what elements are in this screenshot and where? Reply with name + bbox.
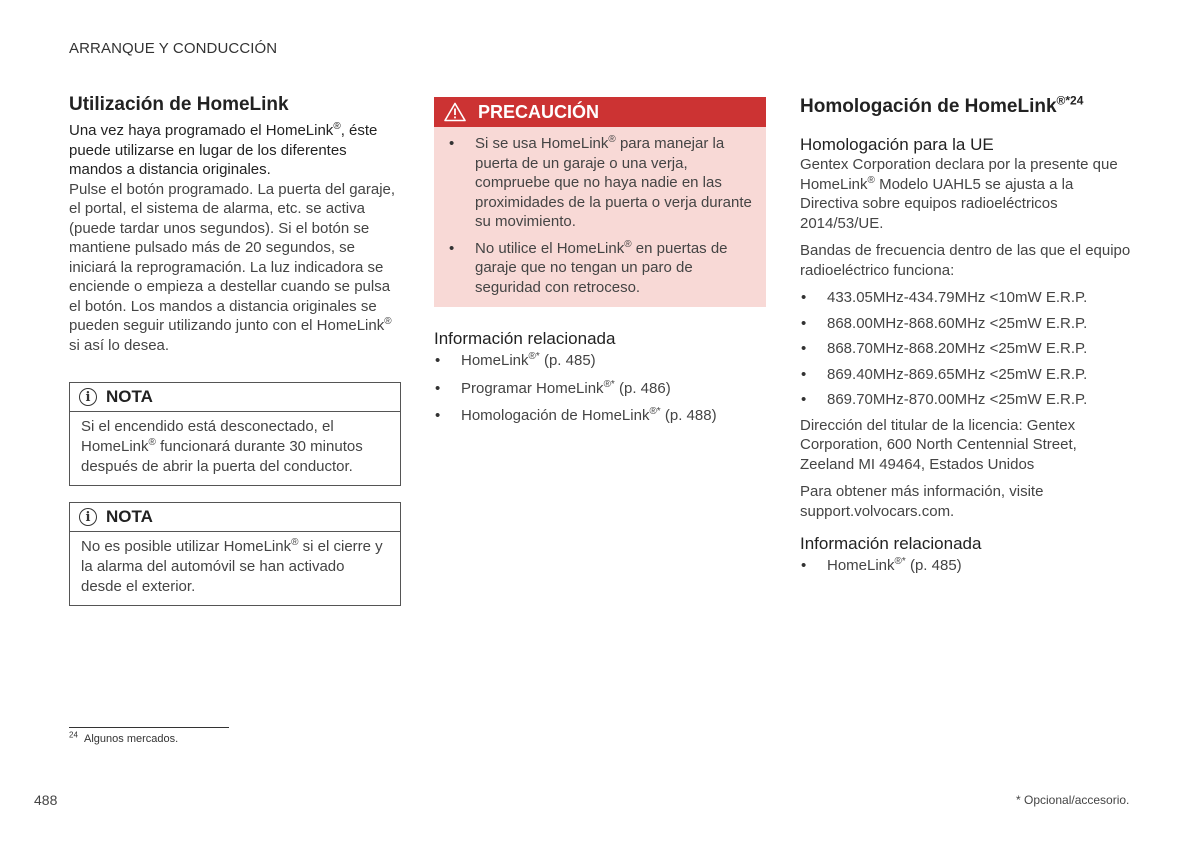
more-info: Para obtener más información, visite support.volvocars.com. bbox=[800, 483, 1044, 520]
info-icon: i bbox=[79, 388, 97, 406]
column-caution bbox=[434, 97, 766, 426]
license-address: Dirección del titular de la licencia: Gentex Corporation, 600 North Centennial Street, Zeeland MI 49464, Estados Unidos bbox=[800, 416, 1077, 473]
eu-text: Gentex Corporation declara por la presente que HomeLink® Modelo UAHL5 se ajusta a la Directiva sobre equipos radioeléctricos 2014/53/UE. bbox=[800, 156, 1118, 232]
note-text: No es posible utilizar HomeLink® si el cierre y la alarma del automóvil se han activado desde el exterior. bbox=[81, 537, 383, 595]
related-link-program[interactable]: • Programar HomeLink®* (p. 486) bbox=[435, 378, 671, 397]
bullet: • bbox=[801, 314, 807, 332]
usage-body: Pulse el botón programado. La puerta del garaje, el portal, el sistema de alarma, etc. se activa (puede tardar unos segundos). Si el botón se mantiene pulsado más de 20 segundos, se iniciará la reprogramación. La luz indicadora se enciende o empieza a destellar cuando se pulsa el botón. Los mandos a distancia originales se pueden seguir utilizando junto con el HomeLink® si así lo desea. bbox=[69, 180, 396, 354]
band-item: • 869.40MHz-869.65MHz <25mW E.R.P. bbox=[801, 365, 1088, 383]
bullet: • bbox=[435, 379, 441, 397]
caution-title: PRECAUCIÓN bbox=[478, 101, 600, 122]
note-title: NOTA bbox=[106, 387, 153, 406]
note-header bbox=[70, 383, 400, 412]
caution-item: • No utilice el HomeLink® en puertas de garaje que no tengan un paro de seguridad con retroceso. bbox=[449, 238, 728, 296]
homologation-title: Homologación de HomeLink$^{®*24}$ bbox=[800, 93, 1084, 117]
bullet: • bbox=[801, 340, 807, 357]
eu-title: Homologación para la UE bbox=[800, 135, 994, 154]
bullet: • bbox=[449, 239, 455, 257]
bullet: • bbox=[801, 391, 807, 408]
related-link-homelink[interactable]: • HomeLink®* (p. 485) bbox=[435, 351, 596, 369]
caution-box bbox=[434, 97, 766, 307]
frequency-bands-list bbox=[800, 288, 1132, 410]
note-text: Si el encendido está desconectado, el HomeLink® funcionará durante 30 minutos después de abrir la puerta del conductor. bbox=[81, 418, 363, 475]
bands-intro: Bandas de frecuencia dentro de las que el equipo radioeléctrico funciona: bbox=[800, 242, 1131, 279]
related-links-list bbox=[800, 556, 1132, 576]
related-info-title: Información relacionada bbox=[434, 329, 616, 348]
bullet: • bbox=[801, 365, 807, 383]
related-links-list bbox=[434, 351, 766, 426]
usage-title: Utilización de HomeLink bbox=[69, 94, 289, 115]
caution-body bbox=[434, 127, 766, 307]
related-link-homologation[interactable]: • Homologación de HomeLink®* (p. 488) bbox=[435, 406, 717, 424]
column-homologation bbox=[800, 93, 1132, 576]
caution-item: • Si se usa HomeLink® para manejar la puerta de un garaje o una verja, compruebe que no haya nadie en las proximidades de la puerta o verja durante su movimiento. bbox=[449, 134, 752, 230]
band-item: • 433.05MHz-434.79MHz <10mW E.R.P. bbox=[801, 289, 1088, 306]
bullet: • bbox=[435, 407, 441, 424]
column-usage bbox=[69, 94, 401, 606]
footnote-divider bbox=[69, 727, 229, 728]
bullet: • bbox=[801, 289, 807, 306]
note-box-alarm bbox=[69, 502, 401, 606]
related-link-homelink[interactable]: • HomeLink®* (p. 485) bbox=[801, 556, 962, 574]
optional-accessory-note: * Opcional/accesorio. bbox=[1016, 793, 1130, 807]
usage-lead: Una vez haya programado el HomeLink®, éste puede utilizarse en lugar de los diferentes mandos a distancia originales. bbox=[69, 121, 378, 178]
page-number: 488 bbox=[34, 792, 58, 808]
footnote: $^{24}$ Algunos mercados. bbox=[69, 730, 179, 745]
note-header bbox=[70, 503, 400, 532]
bullet: • bbox=[449, 135, 455, 152]
section-header: ARRANQUE Y CONDUCCIÓN bbox=[69, 40, 278, 57]
bullet: • bbox=[801, 557, 807, 574]
band-item: • 869.70MHz-870.00MHz <25mW E.R.P. bbox=[801, 391, 1088, 408]
note-box-ignition bbox=[69, 382, 401, 486]
warning-triangle-icon bbox=[444, 102, 466, 122]
caution-header bbox=[434, 97, 766, 127]
band-item: • 868.00MHz-868.60MHz <25mW E.R.P. bbox=[801, 314, 1088, 332]
related-info-title: Información relacionada bbox=[800, 534, 982, 553]
info-icon: i bbox=[79, 508, 97, 526]
bullet: • bbox=[435, 352, 441, 369]
note-title: NOTA bbox=[106, 507, 153, 526]
band-item: • 868.70MHz-868.20MHz <25mW E.R.P. bbox=[801, 340, 1088, 357]
